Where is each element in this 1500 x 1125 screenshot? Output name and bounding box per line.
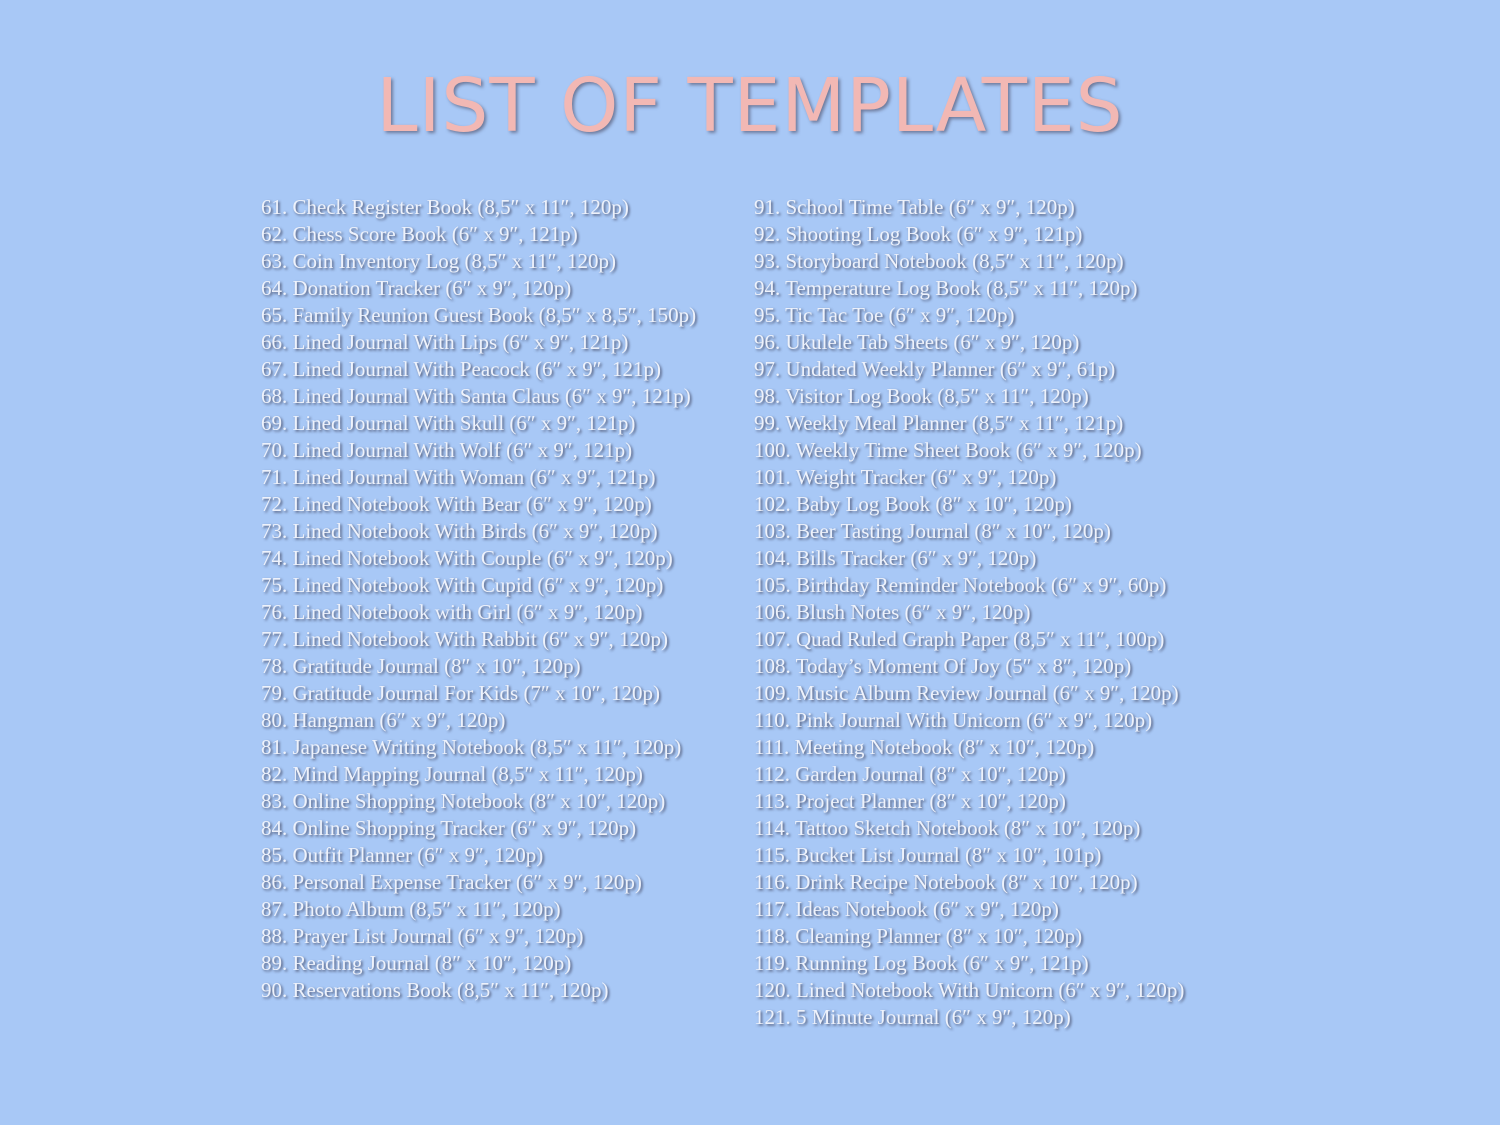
list-item: 113. Project Planner (8″ x 10″, 120p): [754, 789, 1066, 813]
list-item: 63. Coin Inventory Log (8,5″ x 11″, 120p): [261, 249, 617, 273]
list-item: 97. Undated Weekly Planner (6″ x 9″, 61p): [754, 357, 1116, 381]
list-item: 75. Lined Notebook With Cupid (6″ x 9″, 120p): [261, 573, 664, 597]
list-item: 74. Lined Notebook With Couple (6″ x 9″, 120p): [261, 546, 673, 570]
list-item: 114. Tattoo Sketch Notebook (8″ x 10″, 120p): [754, 816, 1141, 840]
list-item: 115. Bucket List Journal (8″ x 10″, 101p): [754, 843, 1102, 867]
list-item: 68. Lined Journal With Santa Claus (6″ x 9″, 121p): [261, 384, 691, 408]
list-item: 90. Reservations Book (8,5″ x 11″, 120p): [261, 978, 609, 1002]
list-item: 110. Pink Journal With Unicorn (6″ x 9″, 120p): [754, 708, 1153, 732]
list-item: 118. Cleaning Planner (8″ x 10″, 120p): [754, 924, 1083, 948]
list-item: 99. Weekly Meal Planner (8,5″ x 11″, 121p): [754, 411, 1124, 435]
list-item: 66. Lined Journal With Lips (6″ x 9″, 121p): [261, 330, 629, 354]
list-item: 73. Lined Notebook With Birds (6″ x 9″, 120p): [261, 519, 658, 543]
list-item: 116. Drink Recipe Notebook (8″ x 10″, 120p): [754, 870, 1138, 894]
list-item: 64. Donation Tracker (6″ x 9″, 120p): [261, 276, 572, 300]
list-item: 88. Prayer List Journal (6″ x 9″, 120p): [261, 924, 584, 948]
list-item: 117. Ideas Notebook (6″ x 9″, 120p): [754, 897, 1059, 921]
list-item: 108. Today’s Moment Of Joy (5″ x 8″, 120p): [754, 654, 1132, 678]
template-list-left: [261, 194, 737, 1004]
list-item: 77. Lined Notebook With Rabbit (6″ x 9″, 120p): [261, 627, 669, 651]
list-item: 101. Weight Tracker (6″ x 9″, 120p): [754, 465, 1057, 489]
list-item: 105. Birthday Reminder Notebook (6″ x 9″, 60p): [754, 573, 1167, 597]
template-list-right: [754, 194, 1234, 1031]
list-item: 121. 5 Minute Journal (6″ x 9″, 120p): [754, 1005, 1071, 1029]
list-item: 92. Shooting Log Book (6″ x 9″, 121p): [754, 222, 1083, 246]
list-item: 98. Visitor Log Book (8,5″ x 11″, 120p): [754, 384, 1089, 408]
list-item: 67. Lined Journal With Peacock (6″ x 9″, 121p): [261, 357, 662, 381]
list-item: 78. Gratitude Journal (8″ x 10″, 120p): [261, 654, 581, 678]
list-item: 111. Meeting Notebook (8″ x 10″, 120p): [754, 735, 1095, 759]
list-item: 102. Baby Log Book (8″ x 10″, 120p): [754, 492, 1072, 516]
list-item: 84. Online Shopping Tracker (6″ x 9″, 120p): [261, 816, 637, 840]
list-item: 89. Reading Journal (8″ x 10″, 120p): [261, 951, 572, 975]
list-item: 104. Bills Tracker (6″ x 9″, 120p): [754, 546, 1037, 570]
list-item: 100. Weekly Time Sheet Book (6″ x 9″, 120p): [754, 438, 1142, 462]
list-item: 71. Lined Journal With Woman (6″ x 9″, 121p): [261, 465, 656, 489]
list-item: 70. Lined Journal With Wolf (6″ x 9″, 121p): [261, 438, 633, 462]
list-item: 83. Online Shopping Notebook (8″ x 10″, 120p): [261, 789, 666, 813]
list-item: 72. Lined Notebook With Bear (6″ x 9″, 120p): [261, 492, 652, 516]
list-item: 94. Temperature Log Book (8,5″ x 11″, 120p): [754, 276, 1138, 300]
list-item: 85. Outfit Planner (6″ x 9″, 120p): [261, 843, 544, 867]
list-item: 109. Music Album Review Journal (6″ x 9″, 120p): [754, 681, 1179, 705]
list-item: 82. Mind Mapping Journal (8,5″ x 11″, 120p): [261, 762, 643, 786]
list-item: 62. Chess Score Book (6″ x 9″, 121p): [261, 222, 578, 246]
list-item: 86. Personal Expense Tracker (6″ x 9″, 120p): [261, 870, 642, 894]
list-item: 112. Garden Journal (8″ x 10″, 120p): [754, 762, 1066, 786]
list-item: 91. School Time Table (6″ x 9″, 120p): [754, 195, 1075, 219]
list-item: 79. Gratitude Journal For Kids (7″ x 10″, 120p): [261, 681, 660, 705]
list-item: 80. Hangman (6″ x 9″, 120p): [261, 708, 506, 732]
list-item: 95. Tic Tac Toe (6″ x 9″, 120p): [754, 303, 1015, 327]
list-item: 65. Family Reunion Guest Book (8,5″ x 8,5″, 150p): [261, 303, 697, 327]
list-item: 103. Beer Tasting Journal (8″ x 10″, 120p): [754, 519, 1111, 543]
list-item: 106. Blush Notes (6″ x 9″, 120p): [754, 600, 1031, 624]
list-item: 61. Check Register Book (8,5″ x 11″, 120p): [261, 195, 629, 219]
list-item: 69. Lined Journal With Skull (6″ x 9″, 121p): [261, 411, 636, 435]
list-item: 96. Ukulele Tab Sheets (6″ x 9″, 120p): [754, 330, 1080, 354]
list-item: 107. Quad Ruled Graph Paper (8,5″ x 11″, 100p): [754, 627, 1165, 651]
list-item: 93. Storyboard Notebook (8,5″ x 11″, 120p): [754, 249, 1124, 273]
list-item: 120. Lined Notebook With Unicorn (6″ x 9″, 120p): [754, 978, 1185, 1002]
list-item: 81. Japanese Writing Notebook (8,5″ x 11″, 120p): [261, 735, 682, 759]
list-item: 76. Lined Notebook with Girl (6″ x 9″, 120p): [261, 600, 643, 624]
list-item: 119. Running Log Book (6″ x 9″, 121p): [754, 951, 1089, 975]
page-title: LIST OF TEMPLATES: [376, 63, 1124, 149]
list-item: 87. Photo Album (8,5″ x 11″, 120p): [261, 897, 561, 921]
